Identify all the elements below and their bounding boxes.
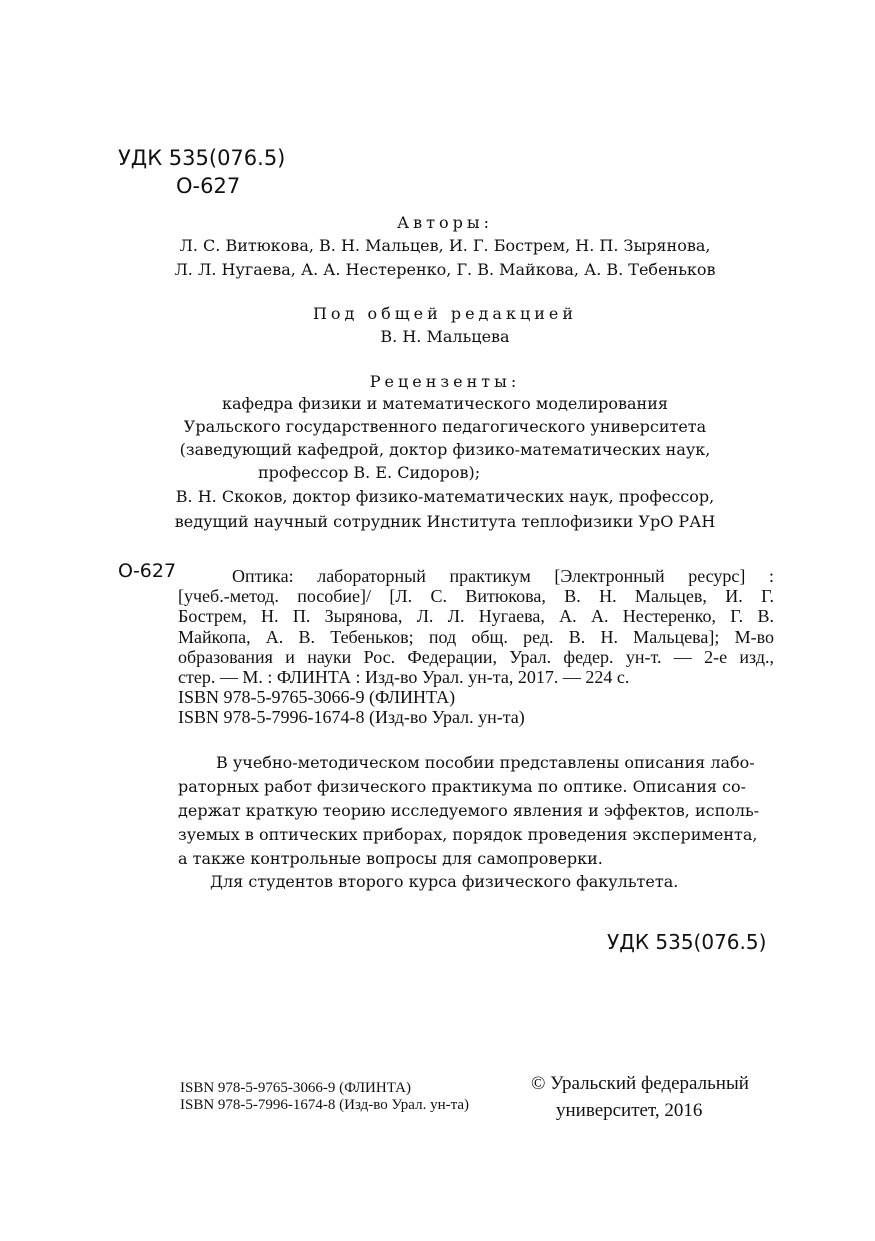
reviewer-line: (заведующий кафедрой, доктор физико-математических наук,	[179, 440, 711, 459]
authors-line: Л. С. Витюкова, В. Н. Мальцев, И. Г. Бострем, Н. П. Зырянова,	[179, 236, 711, 255]
bibliography-line: Бострем, Н. П. Зырянова, Л. Л. Нугаева, А. А. Нестеренко, Г. В.	[178, 606, 774, 626]
udk-label: УДК 535(076.5)	[118, 146, 286, 170]
abstract-line: Для студентов второго курса физического факультета.	[210, 872, 679, 891]
reviewer-line: В. Н. Скоков, доктор физико-математических наук, профессор,	[175, 487, 715, 506]
reviewer-line: ведущий научный сотрудник Института теплофизики УрО РАН	[174, 512, 716, 531]
authors-heading: Авторы:	[397, 213, 493, 232]
copyright-line: © Уральский федеральный	[531, 1073, 749, 1094]
bibliography-line: Майкопа, А. В. Тебеньков; под общ. ред. В. Н. Мальцева]; М-во	[178, 627, 774, 647]
footer-isbn: ISBN 978-5-7996-1674-8 (Изд-во Урал. ун-та)	[180, 1097, 469, 1113]
bibliography-line: образования и науки Рос. Федерации, Урал. федер. ун-т. — 2-е изд.,	[178, 647, 774, 667]
isbn-line: ISBN 978-5-7996-1674-8 (Изд-во Урал. ун-та)	[178, 707, 525, 727]
editor-heading: Под общей редакцией	[312, 304, 578, 323]
footer-isbn: ISBN 978-5-9765-3066-9 (ФЛИНТА)	[180, 1080, 411, 1096]
editor-name: В. Н. Мальцева	[380, 327, 510, 346]
abstract-line: раторных работ физического практикума по оптике. Описания со-	[178, 777, 747, 796]
reviewers-heading: Рецензенты:	[369, 372, 521, 391]
authors-line: Л. Л. Нугаева, А. А. Нестеренко, Г. В. Майкова, А. В. Тебеньков	[174, 260, 716, 279]
copyright-line: университет, 2016	[556, 1100, 703, 1121]
classification-code: О-627	[176, 174, 241, 198]
udk-bottom-label: УДК 535(076.5)	[607, 930, 767, 954]
abstract-line: В учебно-методическом пособии представлены описания лабо-	[216, 753, 755, 772]
bibliography-line: стер. — М. : ФЛИНТА : Изд-во Урал. ун-та, 2017. — 224 с.	[178, 667, 630, 687]
isbn-line: ISBN 978-5-9765-3066-9 (ФЛИНТА)	[178, 687, 456, 707]
abstract-line: держат краткую теорию исследуемого явления и эффектов, исполь-	[178, 801, 760, 820]
abstract-line: а также контрольные вопросы для самопроверки.	[178, 849, 603, 868]
abstract-line: зуемых в оптических приборах, порядок проведения эксперимента,	[178, 825, 758, 844]
bibliography-code: О-627	[118, 560, 177, 582]
reviewer-line: Уральского государственного педагогического университета	[183, 417, 707, 436]
bibliography-line: Оптика: лабораторный практикум [Электронный ресурс] :	[232, 566, 774, 586]
reviewer-line: профессор В. Е. Сидоров);	[258, 463, 481, 482]
bibliography-line: [учеб.-метод. пособие]/ [Л. С. Витюкова, В. Н. Мальцев, И. Г.	[178, 586, 774, 606]
reviewer-line: кафедра физики и математического моделирования	[222, 394, 668, 413]
